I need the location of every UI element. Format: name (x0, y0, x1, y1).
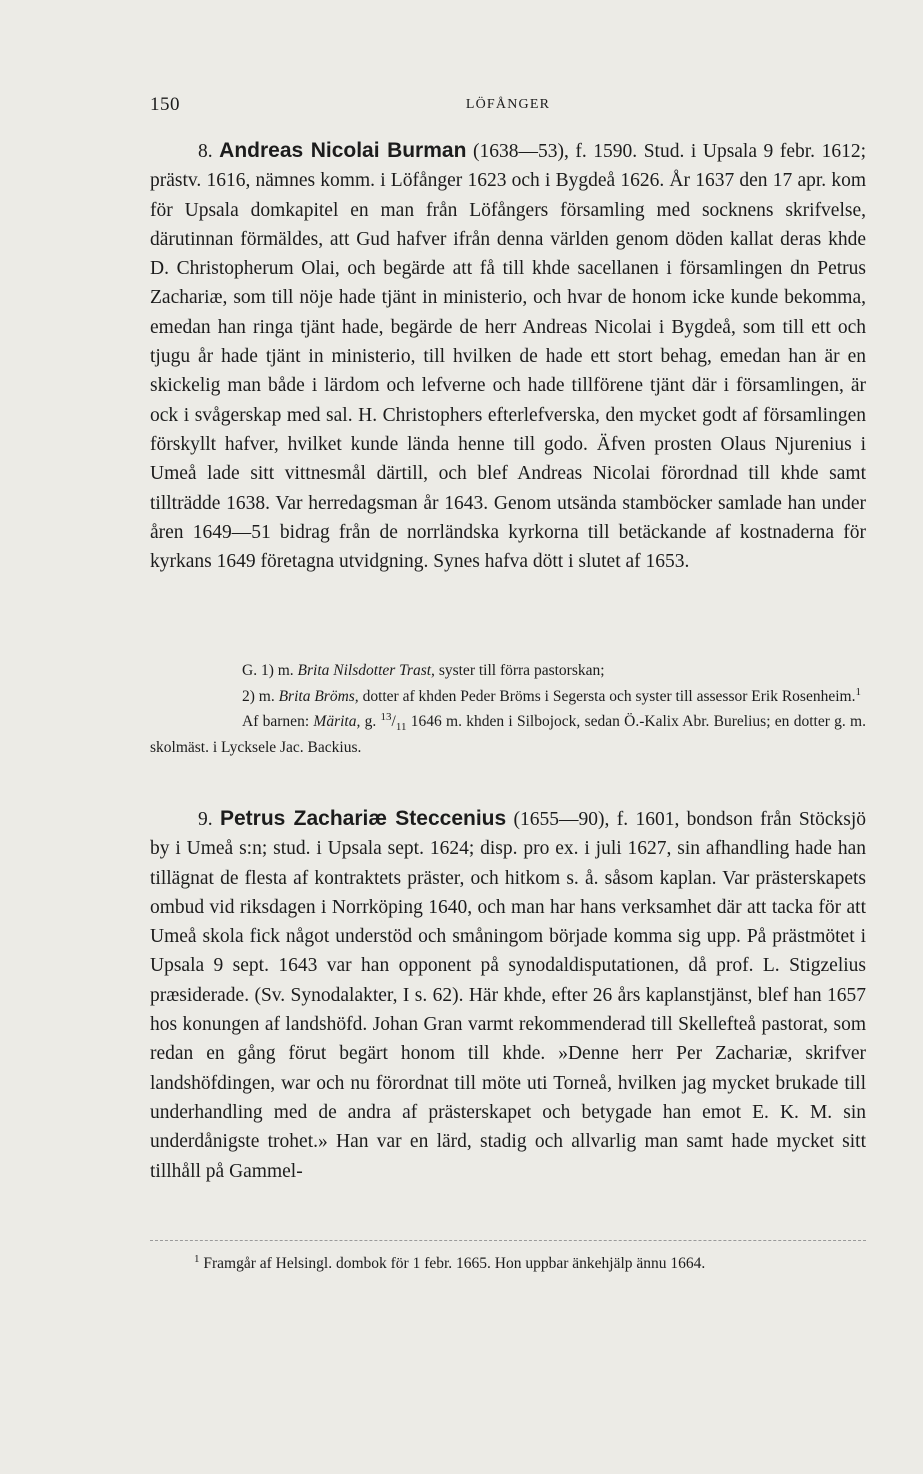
note-text: syster till förra pastorskan; (434, 662, 605, 679)
entry-petrus-zachariae-steccenius (150, 804, 866, 1186)
spouse-name: Brita Nilsdotter Trast, (297, 662, 435, 679)
fraction-numerator: 13 (380, 710, 392, 723)
page-header (150, 94, 866, 118)
footnote-ref: 1 (855, 685, 861, 698)
entry-text: (1638—53), f. 1590. Stud. i Upsala 9 febr. 1612; prästv. 1616, nämnes komm. i Löfånger 1623 och i Bygdeå 1626. År 1637 den 17 apr. kom för Upsala domkapitel en man från Löfångers församling med socknens skrifvelse, därutinnan förmäldes, att Gud hafver ifrån denna världen genom döden kallat deras khde D. Christopherum Olai, och begärde att få till khde sacellanen i församlingen dn Petrus Zachariæ, som till nöje hade tjänt in ministerio, och hvar de honom icke kunde bekomma, emedan han ringa tjänt hade, begärde de herr Andreas Nicolai i Bygdeå, som till ett och tjugu år hade tjänt in ministerio, till hvilken de hade ett stort behag, emedan han är en skickelig man både i lärdom och lefverne och hade tillförene tjänt där i församlingen, är ock i svågerskap med sal. H. Christophers efterlefverska, den mycket godt af församlingen förskyllt hafver, hvilket kunde lända henne till godo. Äfven prosten Olaus Njurenius i Umeå lade sitt vittnesmål därtill, och blef Andreas Nicolai förordnad till khde samt tillträdde 1638. Var herredagsman år 1643. Genom utsända stamböcker samlade han under åren 1649—51 bidrag från de norrländska kyrkorna till betäckande af kostnaderna för kyrkans 1649 företagna utvidgning. Synes hafva dött i slutet af 1653. (150, 141, 867, 573)
note-text: G. 1) m. (242, 662, 298, 679)
child-name: Märita, (313, 713, 361, 730)
note-text: 1646 m. khden i Silbojock, sedan Ö.-Kalix Abr. Burelius; en dotter g. m. skolmäst. i Lycksele Jac. Backius. (150, 713, 866, 756)
fraction-denominator: 11 (395, 721, 407, 734)
note-text: dotter af khden Peder Bröms i Segersta och syster till assessor Erik Rosenheim. (358, 687, 856, 705)
marriage-note-2 (150, 684, 866, 710)
footnote-divider (150, 1240, 866, 1241)
spouse-name: Brita Bröms, (278, 687, 359, 705)
entry-number: 8. (198, 141, 213, 162)
entry-name: Andreas Nicolai Burman (219, 139, 467, 162)
genealogy-notes (150, 658, 866, 760)
entry-andreas-nicolai-burman (150, 136, 866, 576)
note-text: 2) m. (242, 687, 279, 705)
date-fraction: $^{13}/_{11}$ (380, 710, 407, 734)
footnote (150, 1252, 866, 1276)
entry-number: 9. (198, 809, 213, 830)
note-text: Af barnen: (242, 713, 314, 730)
page-number: 150 (150, 94, 180, 115)
entry-name: Petrus Zachariæ Steccenius (219, 807, 507, 830)
footnote-marker: 1 (194, 1252, 200, 1265)
note-text: g. (360, 713, 381, 730)
footnote-text: Framgår af Helsingl. dombok för 1 febr. 1665. Hon uppbar änkehjälp ännu 1664. (199, 1255, 706, 1272)
marriage-note-1 (150, 658, 866, 684)
running-head: LÖFÅNGER (465, 97, 551, 112)
entry-text: (1655—90), f. 1601, bondson från Stöcksjö by i Umeå s:n; stud. i Upsala sept. 1624; disp. pro ex. i juli 1627, sin afhandling hade han tillägnat de flesta af kontraktets präster, och hitkom s. å. såsom kaplan. Var prästerskapets ombud vid riksdagen i Norrköping 1640, och man har hans verksamhet där att tacka för att Umeå skola fick något understöd och småningom började komma sig upp. På prästmötet i Upsala 9 sept. 1643 var han opponent på synodaldisputationen, då prof. L. Stigzelius præsiderade. (Sv. Synodalakter, I s. 62). Här khde, efter 26 års kaplanstjänst, blef han 1657 hos konungen af landshöfd. Johan Gran varmt rekommenderad till Skellefteå pastorat, som redan en gång förut begärt honom till khde. »Denne herr Per Zachariæ, skrifver landshöfdingen, war och nu förordnat till möte uti Torneå, hvilken jag mycket brukade till underhandling med de andra af prästerskapet och betygade han emot E. K. M. sin underdånigste trohet.» Han var en lärd, stadig och allvarlig man samt hade mycket sitt tillhåll på Gammel- (150, 809, 866, 1182)
children-note (150, 709, 866, 760)
